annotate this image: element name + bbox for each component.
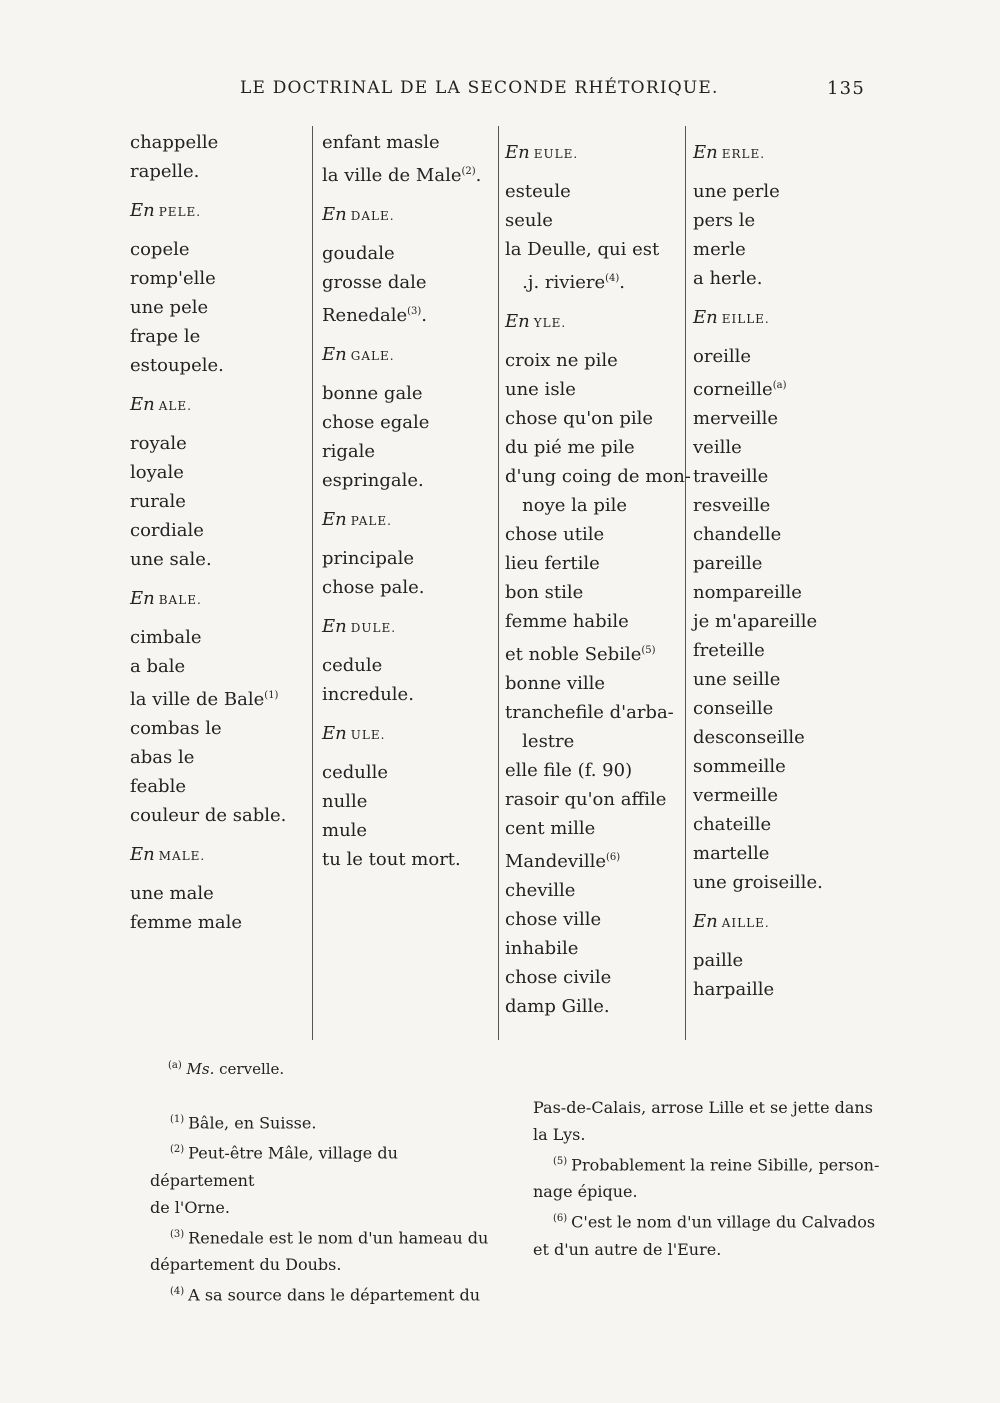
footnote-text: la Lys. [533,1125,586,1144]
verse-line [322,573,502,602]
verse-line [693,235,873,264]
verse-text: je m'apareille [693,611,818,632]
verse-line [322,437,502,466]
verse-line [693,839,873,868]
verse-text: chose utile [505,524,605,545]
heading-en: En [322,509,347,530]
footnote [533,1178,888,1205]
verse-text: mule [322,820,368,841]
verse-line [322,787,502,816]
verse-text: une isle [505,379,576,400]
verse-text: rasoir qu'on affile [505,789,667,810]
heading-rhyme: MALE. [158,849,206,863]
footnote-number: (1) [170,1114,185,1125]
line-end-punct: . [619,272,626,293]
footnote-mark: (6) [606,852,621,863]
verse-line [130,743,310,772]
verse-line [693,404,873,433]
verse-line [505,934,685,963]
verse-line [130,128,310,157]
verse-line [322,268,502,297]
heading-en: En [693,142,718,163]
verse-text: tranchefile d'arba- [505,702,674,723]
rhyme-heading [130,584,310,615]
verse-text: femme male [130,912,243,933]
verse-line [505,177,685,206]
heading-en: En [130,588,155,609]
verse-text: esteule [505,181,571,202]
verse-line [130,322,310,351]
verse-line [130,458,310,487]
verse-text: oreille [693,346,752,367]
verse-text: feable [130,776,186,797]
verse-line [505,843,685,876]
verse-line [130,714,310,743]
footnote [533,1094,888,1121]
verse-line [130,429,310,458]
footnote-text: nage épique. [533,1182,638,1202]
verse-line [322,651,502,680]
verse-line [130,879,310,908]
heading-rhyme: AILLE. [721,916,770,930]
verse-text: et noble Sebile [505,644,642,665]
footnote-mark: (a) [772,380,787,391]
heading-en: En [130,200,155,221]
verse-line [505,905,685,934]
heading-rhyme: BALE. [158,593,202,607]
verse-line [693,810,873,839]
verse-text: vermeille [693,785,779,806]
verse-text: bonne ville [505,673,606,694]
column-rule [685,126,686,1040]
verse-text: inhabile [505,938,579,959]
verse-text: veille [693,437,742,458]
verse-line [505,462,691,491]
heading-rhyme: ERLE. [721,147,766,161]
verse-line [130,545,310,574]
verse-text: pareille [693,553,763,574]
verse-text: abas le [130,747,195,768]
verse-line [693,491,873,520]
verse-text: une sale. [130,549,212,570]
verse-text: couleur de sable. [130,805,287,826]
verse-line [505,346,685,375]
verse-line [322,379,502,408]
verse-line [693,781,873,810]
verse-text: chappelle [130,132,219,153]
verse-text: estoupele. [130,355,224,376]
note-label: Ms. [186,1060,215,1078]
footnote-text: C'est le nom d'un village du Calvados [571,1212,876,1232]
footnotes-right [533,1094,888,1263]
verse-text: a bale [130,656,186,677]
verse-text: cedulle [322,762,389,783]
verse-text: merle [693,239,746,260]
footnote-number: (2) [170,1144,185,1156]
heading-rhyme: EILLE. [721,312,770,326]
verse-line [693,723,873,752]
footnote-text: Probablement la reine Sibille, person- [571,1155,880,1175]
verse-line [322,680,502,709]
footnote [533,1148,888,1178]
verse-line [505,963,685,992]
verse-line [505,756,685,785]
verse-text: la Deulle, qui est [505,239,660,260]
verse-line [130,487,310,516]
verse-line [693,946,873,975]
heading-rhyme: EULE. [533,147,579,161]
verse-line [505,698,685,727]
verse-text: cheville [505,880,576,901]
rhyme-heading [130,196,310,227]
verse-text: la ville de Male [322,165,462,186]
verse-text: rurale [130,491,186,512]
verse-text: combas le [130,718,222,739]
verse-text: chose qu'on pile [505,408,654,429]
footnote [150,1221,505,1251]
verse-text: cent mille [505,818,596,839]
footnote-number: (5) [553,1156,568,1167]
rhyme-heading [505,138,685,169]
verse-text: loyale [130,462,184,483]
verse-text: seule [505,210,553,231]
heading-rhyme: YLE. [533,316,567,330]
footnote [150,1136,505,1193]
line-end-punct: . [475,165,482,186]
verse-text: une male [130,883,214,904]
verse-text: noye la pile [505,495,628,516]
verse-text: cedule [322,655,383,676]
verse-line [322,157,502,190]
footnote [150,1194,505,1221]
rhyme-heading [322,505,502,536]
verse-line [693,578,873,607]
verse-line [322,297,502,330]
rhyme-heading [322,340,502,371]
verse-line [505,636,685,669]
verse-line [505,404,685,433]
column-rule [312,126,313,1040]
verse-text: nulle [322,791,368,812]
verse-line [130,623,310,652]
verse-text: une seille [693,669,781,690]
verse-text: rapelle. [130,161,200,182]
note-text: cervelle. [219,1060,285,1078]
verse-line [130,264,310,293]
rhyme-heading [505,307,685,338]
heading-rhyme: PALE. [350,514,392,528]
rhyme-heading [130,840,310,871]
heading-en: En [130,844,155,865]
footnote [150,1251,505,1278]
verse-line [322,544,502,573]
verse-text: pers le [693,210,756,231]
verse-text: cordiale [130,520,204,541]
heading-rhyme: DALE. [350,209,395,223]
verse-text: chateille [693,814,772,835]
verse-line [505,433,685,462]
verse-line [693,636,873,665]
verse-line [505,992,685,1021]
verse-line [693,868,873,897]
verse-text: desconseille [693,727,805,748]
verse-text: une pele [130,297,209,318]
footnotes-left [150,1106,505,1308]
footnote-text: département du Doubs. [150,1254,342,1274]
verse-line [505,727,685,756]
verse-text: une groiseille. [693,872,823,893]
rhyme-heading [693,907,873,938]
verse-text: merveille [693,408,779,429]
verse-line [130,235,310,264]
verse-line [693,177,873,206]
verse-text: .j. riviere [505,272,606,293]
verse-text: femme habile [505,611,629,632]
verse-line [693,607,873,636]
verse-line [693,462,873,491]
verse-line [505,491,685,520]
footnote [533,1205,888,1235]
verse-text: croix ne pile [505,350,618,371]
verse-line [693,264,873,293]
verse-line [693,520,873,549]
verse-line [322,758,502,787]
verse-line [693,206,873,235]
verse-line [693,665,873,694]
verse-line [505,520,685,549]
heading-en: En [130,394,155,415]
heading-en: En [322,616,347,637]
rhyme-heading [322,200,502,231]
footnote-text: Bâle, en Suisse. [188,1113,317,1133]
verse-line [693,975,873,1004]
footnote [533,1121,888,1148]
heading-en: En [505,311,530,332]
verse-text: goudale [322,243,395,264]
footnote-mark: (2) [461,166,476,177]
verse-text: a herle. [693,268,763,289]
verse-line [322,845,502,874]
heading-en: En [693,307,718,328]
verse-line [322,816,502,845]
verse-text: chose egale [322,412,430,433]
verse-line [322,128,502,157]
verse-text: romp'elle [130,268,216,289]
heading-en: En [322,723,347,744]
verse-line [693,694,873,723]
verse-text: chandelle [693,524,782,545]
verse-text: cimbale [130,627,202,648]
footnote-number: (3) [170,1228,185,1240]
verse-line [505,607,685,636]
verse-line [505,206,685,235]
rhyme-column-4 [693,128,873,1004]
note-mark: (a) [168,1060,182,1071]
verse-text: damp Gille. [505,996,610,1017]
rhyme-heading [322,612,502,643]
verse-text: bon stile [505,582,584,603]
verse-text: d'ung coing de mon- [505,466,691,487]
footnote [533,1236,888,1263]
verse-text: traveille [693,466,769,487]
heading-rhyme: PELE. [158,205,202,219]
rhyme-heading [322,719,502,750]
verse-line [505,264,685,297]
manuscript-note [168,1060,284,1078]
heading-rhyme: DULE. [350,621,397,635]
verse-line [130,681,310,714]
running-title: LE DOCTRINAL DE LA SECONDE RHÉTORIQUE. [240,78,719,98]
heading-en: En [322,204,347,225]
verse-text: bonne gale [322,383,423,404]
verse-text: du pié me pile [505,437,635,458]
verse-text: principale [322,548,414,569]
verse-text: incredule. [322,684,414,705]
verse-text: conseille [693,698,774,719]
footnote-number: (4) [170,1285,185,1297]
footnote-number: (6) [553,1213,568,1225]
footnote-text: de l'Orne. [150,1197,230,1217]
verse-text: une perle [693,181,780,202]
verse-line [322,466,502,495]
verse-text: royale [130,433,187,454]
rhyme-heading [130,390,310,421]
verse-line [693,342,873,371]
footnote [150,1106,505,1136]
verse-line [130,772,310,801]
heading-en: En [693,911,718,932]
verse-text: frape le [130,326,201,347]
verse-text: corneille [693,379,773,400]
footnote-text: et d'un autre de l'Eure. [533,1239,722,1259]
verse-text: Mandeville [505,851,607,872]
verse-line [130,293,310,322]
verse-text: sommeille [693,756,786,777]
verse-text: Renedale [322,305,408,326]
verse-line [130,801,310,830]
verse-text: rigale [322,441,376,462]
footnote-text: Renedale est le nom d'un hameau du [188,1227,489,1247]
verse-text: tu le tout mort. [322,849,461,870]
heading-rhyme: ULE. [350,728,386,742]
verse-line [693,371,873,404]
verse-line [505,235,685,264]
verse-line [693,549,873,578]
footnote [150,1278,505,1308]
verse-line [505,785,685,814]
footnote-text: Pas-de-Calais, arrose Lille et se jette dans [533,1098,873,1117]
verse-text: chose pale. [322,577,425,598]
verse-text: elle file (f. 90) [505,760,633,781]
verse-text: freteille [693,640,765,661]
verse-text: paille [693,950,744,971]
heading-en: En [505,142,530,163]
rhyme-column-2 [322,128,502,874]
verse-text: martelle [693,843,770,864]
rhyme-heading [693,303,873,334]
footnote-text: A sa source dans le département du [188,1285,481,1305]
verse-text: lestre [505,731,575,752]
verse-text: harpaille [693,979,775,1000]
verse-line [505,876,685,905]
page-number: 135 [827,78,865,99]
verse-text: grosse dale [322,272,427,293]
footnote-mark: (5) [641,645,656,656]
verse-line [130,516,310,545]
verse-line [693,752,873,781]
verse-line [130,157,310,186]
verse-line [693,433,873,462]
verse-text: lieu fertile [505,553,600,574]
verse-text: nompareille [693,582,802,603]
verse-text: chose ville [505,909,602,930]
heading-rhyme: GALE. [350,349,395,363]
heading-en: En [322,344,347,365]
rhyme-heading [693,138,873,169]
verse-text: resveille [693,495,771,516]
footnote-mark: (3) [407,306,422,317]
verse-text: la ville de Bale [130,689,265,710]
rhyme-column-1 [130,128,310,937]
line-end-punct: . [421,305,428,326]
verse-line [505,578,685,607]
verse-line [130,908,310,937]
footnote-text: Peut-être Mâle, village du département [150,1143,398,1190]
verse-line [505,814,685,843]
verse-text: enfant masle [322,132,440,153]
running-header [240,78,865,108]
verse-line [130,652,310,681]
verse-line [505,669,685,698]
verse-line [322,408,502,437]
verse-line [322,239,502,268]
rhyme-column-3 [505,128,691,1021]
verse-text: espringale. [322,470,424,491]
verse-line [505,375,685,404]
verse-line [505,549,685,578]
verse-text: chose civile [505,967,612,988]
verse-line [130,351,310,380]
verse-text: copele [130,239,190,260]
heading-rhyme: ALE. [158,399,192,413]
footnote-mark: (4) [605,273,620,284]
footnote-mark: (1) [264,690,279,701]
